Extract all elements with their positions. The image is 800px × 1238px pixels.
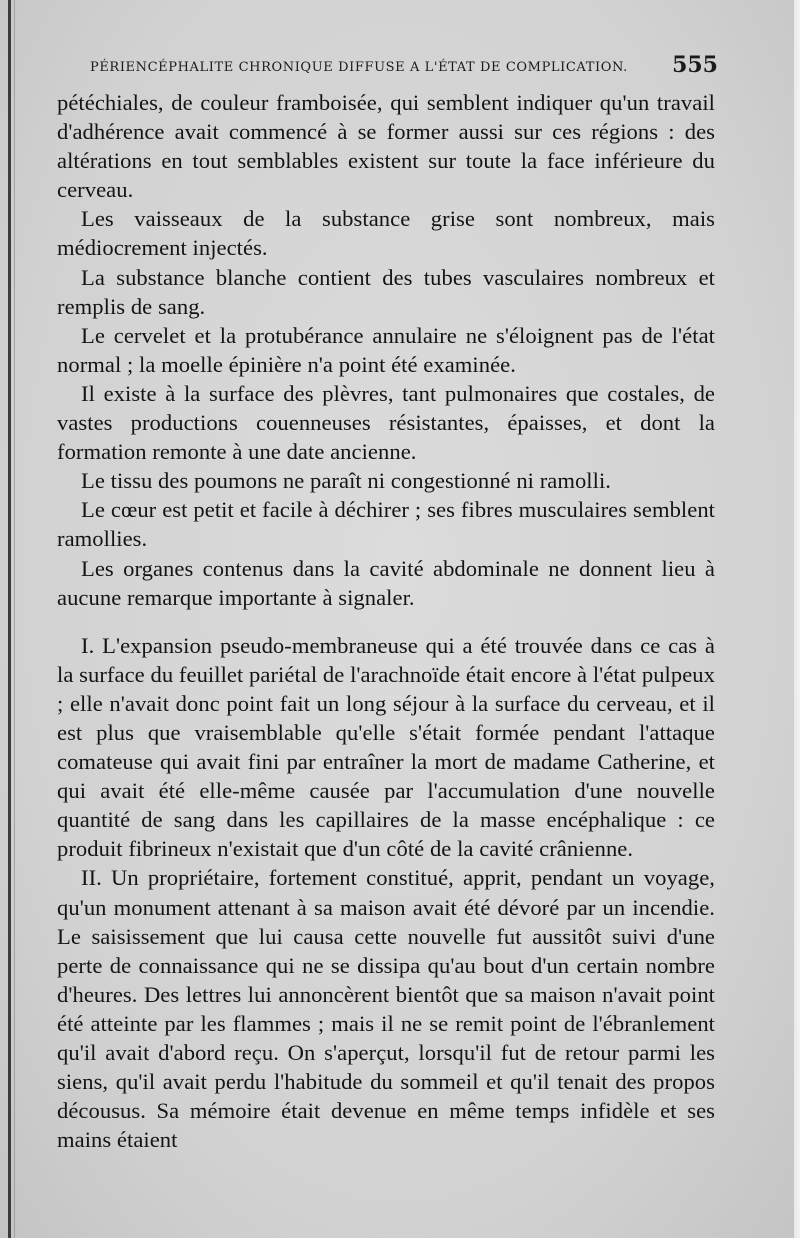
paragraph: pétéchiales, de couleur framboisée, qui semblent indiquer qu'un travail d'adhérence avait commencé à se former aussi sur ces régions : des altérations en tout semblables existent sur toute la face inférieure du cerveau. [57, 90, 715, 203]
paragraph: I. L'expansion pseudo-membraneuse qui a été trouvée dans ce cas à la surface du feuillet pariétal de l'arachnoïde était encore à l'état pulpeux ; elle n'avait donc point fait un long séjour à la surface du cerveau, et il est plus que vraisemblable qu'elle s'était formée pendant l'attaque comateuse qui avait fini par entraîner la mort de madame Catherine, et qui avait été elle-même causée par l'accumulation d'une nouvelle quantité de sang dans les capillaires de la masse encéphalique : ce produit fibrineux n'existait que d'un côté de la cavité crânienne. [57, 632, 715, 862]
paragraph: Les organes contenus dans la cavité abdominale ne donnent lieu à aucune remarque importante à signaler. [57, 555, 715, 610]
paragraph: Le cervelet et la protubérance annulaire ne s'éloignent pas de l'état normal ; la moelle épinière n'a point été examinée. [57, 322, 715, 377]
paragraph: Il existe à la surface des plèvres, tant pulmonaires que costales, de vastes productions couenneuses résistantes, épaisses, et dont la formation remonte à une date ancienne. [57, 380, 715, 465]
running-title: PÉRIENCÉPHALITE CHRONIQUE DIFFUSE A L'ÉTAT DE COMPLICATION. [90, 60, 628, 75]
paragraph: Le tissu des poumons ne paraît ni congestionné ni ramolli. [81, 468, 611, 494]
page-gutter-line [14, 0, 15, 1238]
body-text [57, 88, 715, 1154]
paragraph: Le cœur est petit et facile à déchirer ; ses fibres musculaires semblent ramollies. [57, 497, 715, 552]
page-number: 555 [672, 52, 718, 78]
page-right-edge [794, 0, 800, 1238]
page-header [90, 52, 718, 82]
paragraph: La substance blanche contient des tubes vasculaires nombreux et remplis de sang. [57, 264, 715, 319]
paragraph: II. Un propriétaire, fortement constitué, apprit, pendant un voyage, qu'un monument attenant à sa maison avait été dévoré par un incendie. Le saisissement que lui causa cette nouvelle fut aussitôt suivi d'une perte de connaissance qui ne se dissipa qu'au bout d'un certain nombre d'heures. Des lettres lui annoncèrent bientôt que sa maison n'avait point été atteinte par les flammes ; mais il ne se remit point de l'ébranlement qu'il avait d'abord reçu. On s'aperçut, lorsqu'il fut de retour parmi les siens, qu'il avait perdu l'habitude du sommeil et qu'il tenait des propos décousus. Sa mémoire était devenue en même temps infidèle et ses mains étaient [57, 865, 715, 1153]
paragraph: Les vaisseaux de la substance grise sont nombreux, mais médiocrement injectés. [57, 206, 715, 261]
page-left-edge [8, 0, 11, 1238]
